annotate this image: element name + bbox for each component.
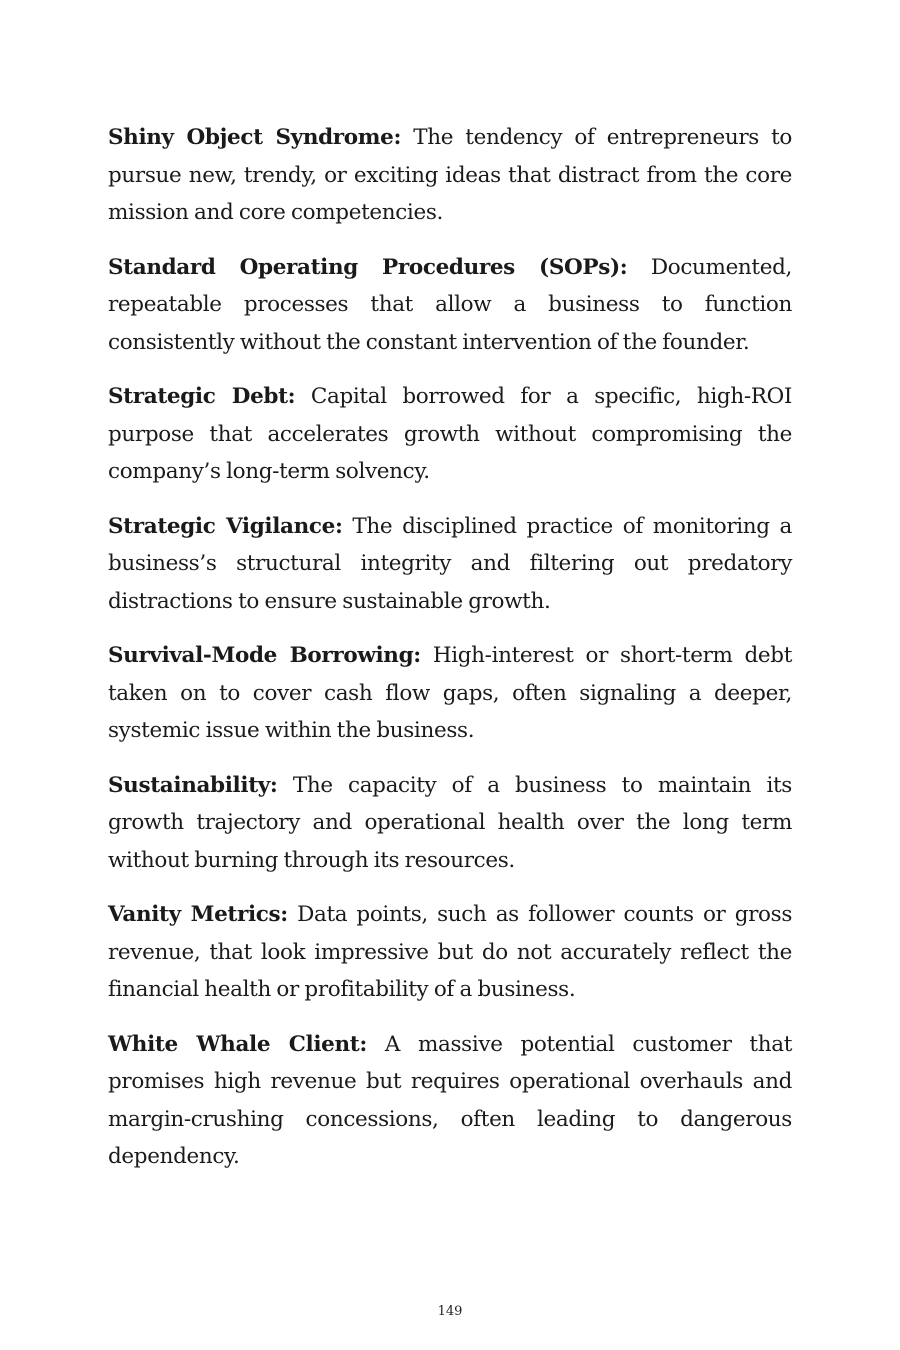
glossary-definition: Capital borrowed for a specific, high-ROI purpose that accelerates growth without compromising the company’s long-term solvency.: [108, 384, 793, 484]
glossary-term: Vanity Metrics:: [108, 902, 288, 927]
glossary-entry-standard-operating-procedures: [108, 249, 792, 362]
glossary-entry-shiny-object-syndrome: [108, 119, 792, 232]
glossary-term: Survival-Mode Borrowing:: [108, 643, 421, 668]
glossary-term: Strategic Vigilance:: [108, 513, 343, 539]
glossary-term: Shiny Object Syndrome:: [108, 125, 402, 150]
glossary-entry-survival-mode-borrowing: [108, 637, 792, 750]
glossary-term: Strategic Debt:: [108, 384, 296, 409]
glossary-definition: High-interest or short-term debt taken on to cover cash flow gaps, often signaling a deeper, systemic issue within the business.: [108, 643, 792, 743]
glossary-definition: A massive potential customer that promises high revenue but requires operational overhauls and margin-crushing concessions, often leading to dangerous dependency.: [108, 1031, 792, 1169]
glossary-definition: Documented, repeatable processes that allow a business to function consistently without the constant intervention of the founder.: [108, 254, 792, 355]
glossary-page-content: [108, 119, 792, 1193]
glossary-entry-strategic-vigilance: [108, 508, 792, 621]
glossary-term: White Whale Client:: [108, 1031, 367, 1057]
glossary-entry-white-whale-client: [108, 1026, 792, 1176]
glossary-entry-sustainability: [108, 767, 792, 880]
glossary-term: Sustainability:: [108, 772, 278, 798]
page-number: 149: [437, 1304, 463, 1319]
glossary-definition: Data points, such as follower counts or gross revenue, that look impressive but do not accurately reflect the financial health or profitability of a business.: [108, 902, 792, 1002]
glossary-definition: The capacity of a business to maintain its growth trajectory and operational health over the long term without burning through its resources.: [108, 772, 792, 873]
glossary-definition: The disciplined practice of monitoring a business’s structural integrity and filtering out predatory distractions to ensure sustainable growth.: [108, 513, 793, 614]
glossary-term: Standard Operating Procedures (SOPs):: [108, 254, 628, 280]
glossary-entry-vanity-metrics: [108, 896, 792, 1009]
glossary-entry-strategic-debt: [108, 378, 792, 491]
glossary-definition: The tendency of entrepreneurs to pursue new, trendy, or exciting ideas that distract from the core mission and core competencies.: [108, 125, 792, 225]
